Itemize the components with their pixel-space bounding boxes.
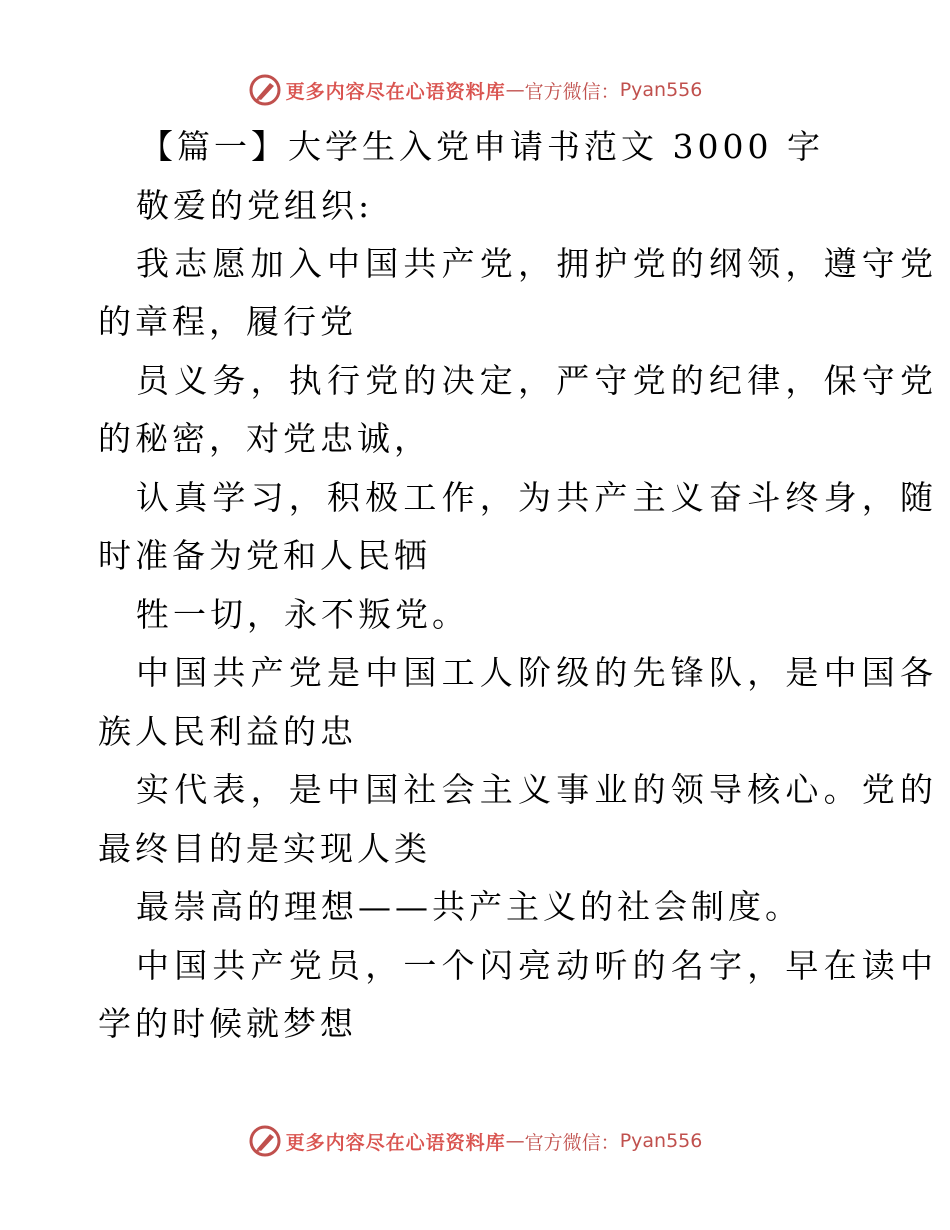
banner-wechat-label: 官方微信：: [524, 1131, 620, 1154]
body-line: 我志愿加入中国共产党，拥护党的纲领，遵守党: [136, 244, 939, 283]
body-line: 中国共产党是中国工人阶级的先锋队，是中国各: [136, 653, 939, 692]
body-line: 最崇高的理想——共产主义的社会制度。: [136, 887, 802, 926]
pen-logo-icon: [248, 73, 282, 107]
header-banner: [0, 70, 950, 110]
pen-logo-icon: [248, 1124, 282, 1158]
banner-wechat-id: Pyan556: [619, 1130, 703, 1152]
body-line: 最终目的是实现人类: [98, 829, 431, 868]
body-line: 员义务，执行党的决定，严守党的纪律，保守党: [136, 361, 939, 400]
body-line: 时准备为党和人民牺: [98, 536, 431, 575]
banner-brand: 更多内容尽在心语资料库: [285, 1131, 506, 1154]
salutation: 敬爱的党组织:: [136, 186, 374, 225]
banner-separator: —: [505, 1130, 525, 1152]
banner-wechat-label: 官方微信：: [524, 80, 620, 103]
body-line: 认真学习，积极工作，为共产主义奋斗终身，随: [136, 478, 939, 517]
footer-banner: [0, 1121, 950, 1161]
document-title: 【篇一】大学生入党申请书范文 3000 字: [140, 127, 824, 166]
body-line: 的章程，履行党: [98, 302, 357, 341]
banner-separator: —: [505, 79, 525, 101]
body-line: 的秘密，对党忠诚，: [98, 419, 431, 458]
banner-wechat-id: Pyan556: [619, 79, 703, 101]
body-line: 族人民利益的忠: [98, 712, 357, 751]
body-line: 学的时候就梦想: [98, 1004, 357, 1043]
body-line: 牲一切，永不叛党。: [136, 595, 469, 634]
body-line: 实代表，是中国社会主义事业的领导核心。党的: [136, 770, 939, 809]
banner-brand: 更多内容尽在心语资料库: [285, 80, 506, 103]
body-line: 中国共产党员，一个闪亮动听的名字，早在读中: [136, 946, 939, 985]
